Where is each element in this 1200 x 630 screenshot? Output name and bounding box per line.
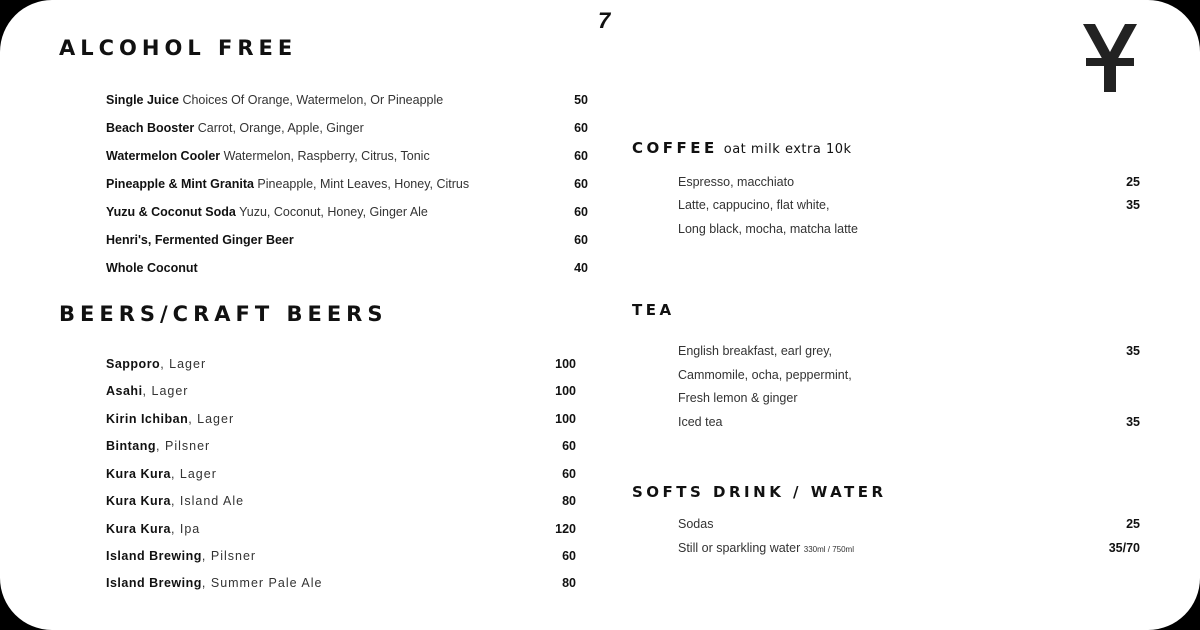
item-desc: , Island Ale xyxy=(170,494,245,508)
item-name: Yuzu & Coconut Soda xyxy=(106,205,236,219)
item-price: 40 xyxy=(574,261,588,275)
menu-item xyxy=(106,177,588,191)
item-desc: Watermelon, Raspberry, Citrus, Tonic xyxy=(223,149,430,163)
section-title-beers: BEERS/CRAFT BEERS xyxy=(59,302,388,326)
item-price: 60 xyxy=(574,177,588,191)
item-price: 25 xyxy=(1126,517,1140,531)
item-price: 35/70 xyxy=(1108,541,1140,555)
item-name: Kura Kura xyxy=(106,467,171,481)
item-name: Henri's, Fermented Ginger Beer xyxy=(106,233,294,247)
item-price: 80 xyxy=(562,576,576,590)
item-desc: , Lager xyxy=(160,357,207,371)
menu-item xyxy=(106,522,576,536)
coffee-note: oat milk extra 10k xyxy=(723,142,852,157)
item-price: 35 xyxy=(1126,198,1140,212)
item-price: 60 xyxy=(562,549,576,563)
item-desc: Yuzu, Coconut, Honey, Ginger Ale xyxy=(239,205,428,219)
item-desc: , Pilsner xyxy=(201,549,257,563)
item-name: Sapporo xyxy=(106,357,161,371)
menu-item xyxy=(678,415,1140,429)
menu-item xyxy=(106,149,588,163)
item-desc: Fresh lemon & ginger xyxy=(678,391,798,405)
item-desc: , Summer Pale Ale xyxy=(201,576,323,590)
section-title-coffee xyxy=(632,139,852,157)
item-price: 60 xyxy=(562,439,576,453)
item-name: Island Brewing xyxy=(106,576,202,590)
item-desc: Still or sparkling water xyxy=(678,541,801,555)
coffee-title: COFFEE xyxy=(632,139,718,157)
item-name: Kura Kura xyxy=(106,522,171,536)
item-name: Pineapple & Mint Granita xyxy=(106,177,254,191)
item-price: 120 xyxy=(555,522,576,536)
item-price: 35 xyxy=(1126,344,1140,358)
menu-item xyxy=(678,222,1140,236)
section-title-softs: SOFTS DRINK / WATER xyxy=(632,483,887,501)
item-name: Bintang xyxy=(106,439,157,453)
item-desc: Choices Of Orange, Watermelon, Or Pineapple xyxy=(182,93,444,107)
menu-item xyxy=(678,391,1140,405)
menu-item xyxy=(106,205,588,219)
item-price: 80 xyxy=(562,494,576,508)
item-name: Watermelon Cooler xyxy=(106,149,221,163)
item-price: 50 xyxy=(574,93,588,107)
menu-item xyxy=(106,357,576,371)
menu-item xyxy=(678,541,1140,555)
menu-item xyxy=(106,467,576,481)
item-price: 60 xyxy=(562,467,576,481)
menu-item xyxy=(106,261,588,275)
menu-item xyxy=(678,175,1140,189)
item-price: 25 xyxy=(1126,175,1140,189)
item-desc: Pineapple, Mint Leaves, Honey, Citrus xyxy=(257,177,470,191)
item-desc: , Pilsner xyxy=(156,439,211,453)
menu-item xyxy=(106,93,588,107)
yen-logo-icon xyxy=(1083,22,1137,92)
item-price: 60 xyxy=(574,121,588,135)
menu-item xyxy=(678,198,1140,212)
item-desc: Carrot, Orange, Apple, Ginger xyxy=(197,121,364,135)
item-name: Island Brewing xyxy=(106,549,202,563)
menu-item xyxy=(106,549,576,563)
section-title-alcohol-free: ALCOHOL FREE xyxy=(59,36,298,60)
menu-item xyxy=(678,368,1140,382)
menu-item xyxy=(678,517,1140,531)
item-desc: , Lager xyxy=(170,467,217,481)
item-desc: , Lager xyxy=(142,384,189,398)
item-price: 60 xyxy=(574,233,588,247)
item-name: Kirin Ichiban xyxy=(106,412,189,426)
item-price: 100 xyxy=(555,357,576,371)
menu-item xyxy=(678,344,1140,358)
item-desc: Long black, mocha, matcha latte xyxy=(678,222,858,236)
page-number: 7 xyxy=(598,8,611,33)
item-desc: Sodas xyxy=(678,517,714,531)
item-desc: Cammomile, ocha, peppermint, xyxy=(678,368,852,382)
menu-item xyxy=(106,233,588,247)
menu-item xyxy=(106,384,576,398)
item-desc: Latte, cappucino, flat white, xyxy=(678,198,830,212)
item-desc: , Ipa xyxy=(170,522,201,536)
item-price: 100 xyxy=(555,412,576,426)
item-desc: English breakfast, earl grey, xyxy=(678,344,833,358)
item-name: Asahi xyxy=(106,384,143,398)
item-size: 330ml / 750ml xyxy=(803,545,854,554)
menu-item xyxy=(106,576,576,590)
item-name: Whole Coconut xyxy=(106,261,198,275)
item-price: 100 xyxy=(555,384,576,398)
item-name: Kura Kura xyxy=(106,494,171,508)
menu-item xyxy=(106,412,576,426)
item-price: 35 xyxy=(1126,415,1140,429)
section-title-tea: TEA xyxy=(632,301,675,319)
item-price: 60 xyxy=(574,205,588,219)
item-desc: Espresso, macchiato xyxy=(678,175,795,189)
item-price: 60 xyxy=(574,149,588,163)
item-name: Single Juice xyxy=(106,93,179,107)
item-name: Beach Booster xyxy=(106,121,195,135)
menu-item xyxy=(106,439,576,453)
item-desc: , Lager xyxy=(188,412,235,426)
menu-item xyxy=(106,121,588,135)
menu-item xyxy=(106,494,576,508)
item-desc: Iced tea xyxy=(678,415,723,429)
